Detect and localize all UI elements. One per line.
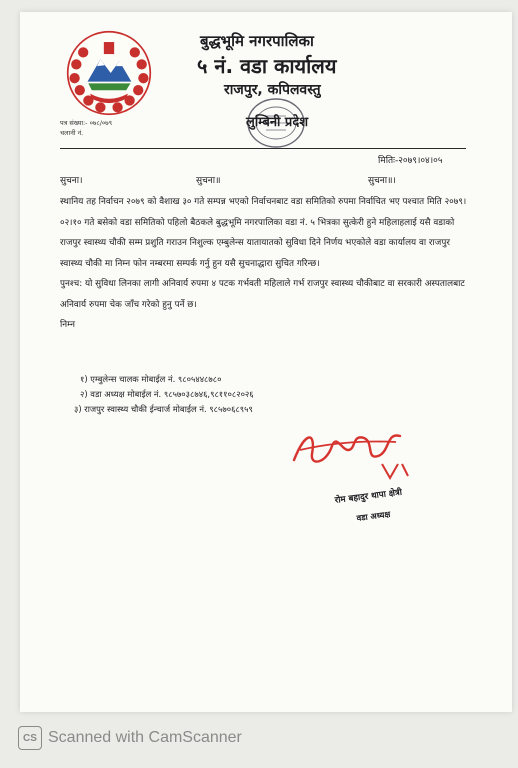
notice-label-2: सुचना॥ bbox=[196, 176, 221, 186]
contact-item-ambulance: १) एम्बुलेन्स चालक मोबाईल नं. ९८०५४४८७८० bbox=[80, 374, 222, 384]
contact-item-health-post: ३) राजपुर स्वास्थ्य चौकी ईन्चार्ज मोबाईल नं. ९८५७०६८९५९ bbox=[74, 404, 253, 414]
header-divider bbox=[60, 148, 466, 149]
municipality-name: बुद्धभूमि नगरपालिका bbox=[200, 32, 314, 50]
emblem-logo bbox=[66, 30, 152, 116]
signatory-title: वडा अध्यक्ष bbox=[356, 508, 391, 523]
body-paragraph-2: पुनश्च: यो सुविधा लिनका लागी अनिवार्य रुपमा ४ पटक गर्भवती महिलाले गर्भ राजपुर स्वास्थ्य चौकीबाट वा सरकारी अस्पतालबाट अनिवार्य रुपमा चेक जाँच गरेको हुनु पर्ने छ। bbox=[60, 279, 465, 310]
contact-list bbox=[60, 372, 254, 417]
body-paragraph-1: स्थानिय तह निर्वाचन २०७९ को वैशाख ३० गते सम्पन्न भएको निर्वाचनबाट वडा समितिको रुपमा निर्वाचित भए पश्चात मिति २०७९।०२।१० गते बसेको वडा समितिको पहिलो बैठकले बुद्धभूमि नगरपालिका वडा नं. ५ भित्रका सुत्केरी हुने महिलाहलाई यसै वडाको राजपुर स्वास्थ्य चौकी सम्म प्रशुति गराउन निशुल्क एम्बुलेन्स यातायातको सुविधा दिने निर्णय भएकोले वडा कार्यालय वा राजपुर स्वास्थ्य चौकी मा निम्न फोन नम्बरमा सम्पर्क गर्नु हुन यसै सुचनाद्धारा सुचित गरिन्छ। bbox=[60, 197, 467, 269]
letter-date: मितिः-२०७९।०४।०५ bbox=[378, 156, 443, 166]
notice-label-1: सुचना। bbox=[60, 176, 83, 186]
dispatch-number: चलानी नं. bbox=[60, 129, 84, 137]
watermark-text: Scanned with CamScanner bbox=[48, 729, 242, 746]
signatory-name: रोम बहादुर थापा क्षेत्री bbox=[334, 487, 403, 506]
contact-item-ward-chair: २) वडा अध्यक्ष मोबाईल नं. ९८५७०३८७४६,९८११०८२०२६ bbox=[80, 389, 254, 399]
ward-office-title: ५ नं. वडा कार्यालय bbox=[197, 54, 337, 78]
scanner-watermark bbox=[18, 726, 242, 750]
list-intro: निम्न bbox=[60, 320, 76, 330]
province-name: लुम्बिनी प्रदेश bbox=[246, 115, 309, 130]
notice-body bbox=[60, 192, 470, 336]
letter-number: पत्र संख्या:- ०७८/०७९ bbox=[60, 119, 113, 127]
camscanner-logo-icon: CS bbox=[18, 726, 42, 750]
office-address: राजपुर, कपिलवस्तु bbox=[224, 82, 321, 98]
notice-label-3: सुचना॥। bbox=[368, 176, 396, 186]
handwritten-signature bbox=[286, 420, 416, 484]
